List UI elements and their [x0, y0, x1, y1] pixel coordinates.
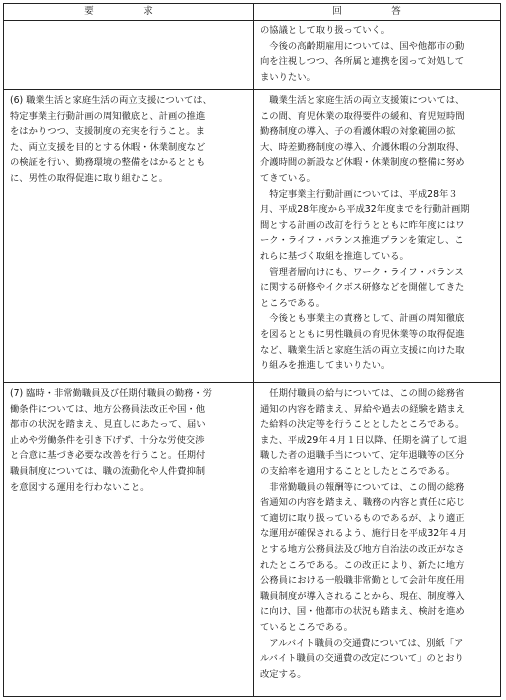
document-table — [3, 3, 501, 697]
row-2-request: (7) 臨時・非常勤職員及び任期付職員の勤務・労 働条件については、地方公務員法改正や国・他 都市の状況を踏まえ、見直しにあたって、届い 止めや労働条件を引き下げず、十分な労使交渉 と合意に基づき必要な改善を行うこと。任期付 職員制度については、職の流動化や人件費抑制 を意図する運用を行わないこと。 — [10, 388, 213, 493]
row-1-request: (6) 職業生活と家庭生活の両立支援については、 特定事業主行動計画の周知徹底と、計画の推進 をはかりつつ、支援制度の充実を行うこと。ま た、両立支援を目的とする休暇・休業制度など の検証を行い、勤務環境の整備をはかるととも に、男性の取得促進に取り組むこと。 — [10, 95, 212, 184]
row-0-answer: の協議として取り扱っていく。 今後の高齢期雇用については、国や他都市の動 向を注視しつつ、各所属と連携を図って対処して まいりたい。 — [260, 25, 465, 83]
header-answer: 回 答 — [332, 6, 421, 17]
column-divider — [253, 4, 254, 696]
header-request: 要 求 — [84, 6, 173, 17]
row-separator — [4, 89, 500, 90]
header-separator — [4, 20, 500, 21]
row-1-answer: 職業生活と家庭生活の両立支援策については、 この間、育児休業の取得要件の緩和、育児短時間 勤務制度の導入、子の看護休暇の対象範囲の拡 大、時差勤務制度の導入、介護休暇の分割取得、 介護時間の新設など休暇・休業制度の整備に努め てきている。 特定事業主行動計画については、平成28年３ 月、平成28年度から平成32年度までを行動計画期 間とする計画の改訂を行うとともに昨年度にはワ ーク・ライフ・バランス推進プランを策定し、こ れらに基づく取組を推進している。 管理者層向けにも、ワーク・ライフ・バランス に関する研修やイクボス研修などを開催してきた ところである。 今後とも事業主の責務として、計画の周知徹底 を図るとともに男性職員の育児休業等の取得促進 など、職業生活と家庭生活の両立支援に向けた取 り組みを推進してまいりたい。 — [260, 95, 470, 372]
row-separator — [4, 382, 500, 383]
row-2-answer: 任期付職員の給与については、この間の総務省 通知の内容を踏まえ、昇給や過去の経験を踏まえ た給料の決定等を行うこととしたところである。 また、平成29年４月１日以降、任期を満了して退 職した者の退職手当について、定年退職等の区分 の支給率を適用することとしたところである。 非常勤職員の報酬等については、この間の総務 省通知の内容を踏まえ、職務の内容と責任に応じ て適切に取り扱っているものであるが、より適正 な運用が確保されるよう、施行日を平成32年４月 とする地方公務員法及び地方自治法の改正がなさ れたところである。この改正により、新たに地方 公務員における一般職非常勤として会計年度任用 職員制度が導入されることから、現在、制度導入 に向け、国・他都市の状況も踏まえ、検討を進め ているところである。 アルバイト職員の交通費については、別紙「ア ルバイト職員の交通費の改定について」のとおり 改定する。 — [260, 388, 468, 680]
